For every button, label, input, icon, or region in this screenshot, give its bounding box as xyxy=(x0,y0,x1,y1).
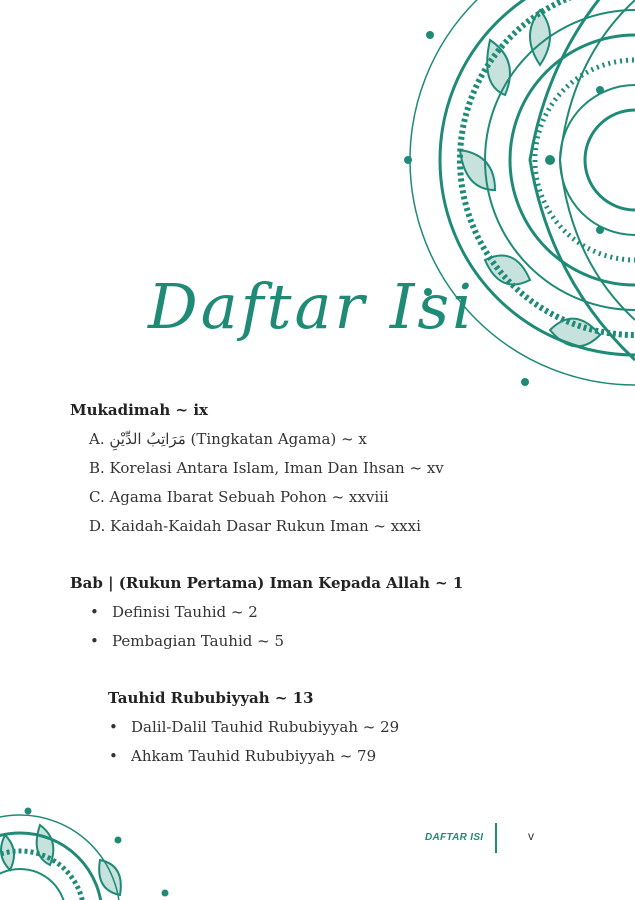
toc-section-heading: Mukadimah ~ ix xyxy=(70,401,208,419)
toc-entry-label: Dalil-Dalil Tauhid Rububiyyah ~ 29 xyxy=(131,718,400,736)
toc-entry: A. مَرَاتِبُ الدِّيْنِ (Tingkatan Agama) ~ x xyxy=(89,430,367,448)
bullet: • xyxy=(109,747,118,765)
bullet: • xyxy=(90,632,99,650)
page-title: Daftar Isi xyxy=(148,270,475,343)
toc-section-heading: Bab | (Rukun Pertama) Iman Kepada Allah ~ 1 xyxy=(70,574,464,592)
toc-entry: B. Korelasi Antara Islam, Iman Dan Ihsan ~ xv xyxy=(89,459,444,477)
toc-entry xyxy=(90,632,284,650)
toc-entry-label: Ahkam Tauhid Rububiyyah ~ 79 xyxy=(131,747,377,765)
footer-section-label: DAFTAR ISI xyxy=(425,832,484,843)
toc-entry xyxy=(109,718,399,736)
mandala-ornament-bottom-icon xyxy=(0,805,190,900)
toc-entry: C. Agama Ibarat Sebuah Pohon ~ xxviii xyxy=(89,488,389,506)
toc-entry: D. Kaidah-Kaidah Dasar Rukun Iman ~ xxxi xyxy=(89,517,421,535)
toc-entry xyxy=(109,747,376,765)
bullet: • xyxy=(90,603,99,621)
toc-entry-label: Definisi Tauhid ~ 2 xyxy=(112,603,258,621)
footer-divider xyxy=(495,823,497,853)
page-number: v xyxy=(528,829,534,843)
toc-entry-label: Pembagian Tauhid ~ 5 xyxy=(112,632,284,650)
toc-subsection-heading: Tauhid Rububiyyah ~ 13 xyxy=(108,689,314,707)
toc-entry xyxy=(90,603,258,621)
bullet: • xyxy=(109,718,118,736)
